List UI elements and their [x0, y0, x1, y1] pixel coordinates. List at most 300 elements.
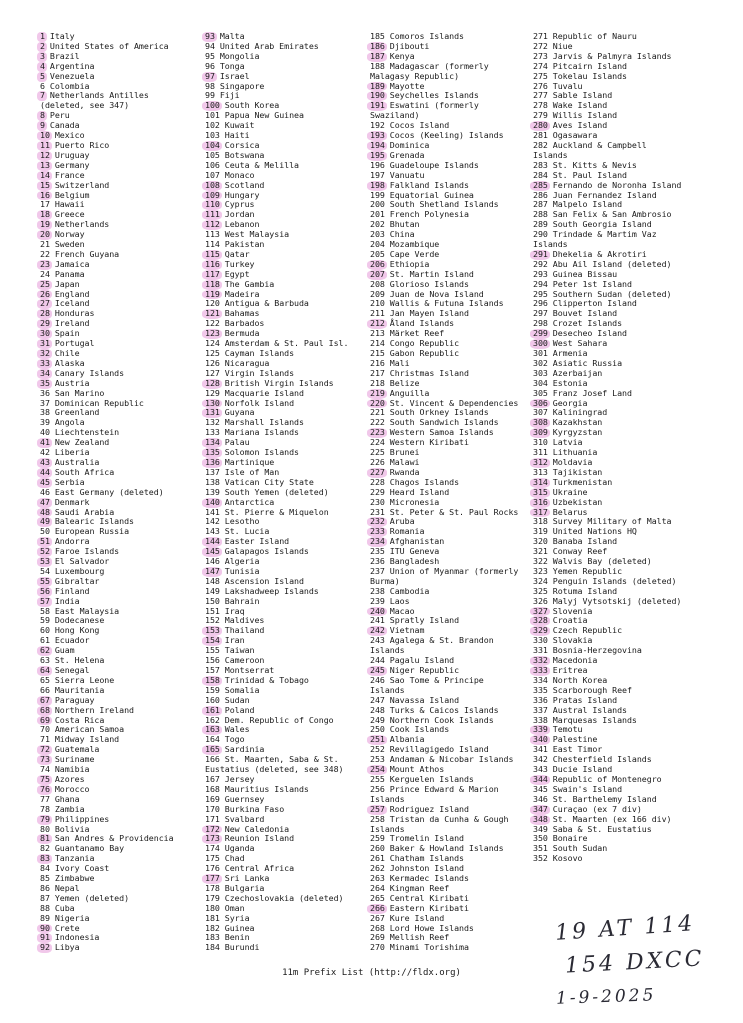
country-name: Ogasawara	[552, 130, 598, 141]
prefix-number: 235	[370, 546, 385, 557]
country-name: French Polynesia	[389, 209, 469, 220]
country-name: Mount Athos	[389, 764, 445, 775]
country-name: Tonga	[219, 60, 245, 71]
country-name: Guatemala	[54, 744, 100, 755]
country-name: Grenada	[389, 149, 425, 160]
prefix-number: 170	[205, 803, 220, 814]
country-name: Sweden	[54, 239, 85, 250]
highlighted-prefix-number: 55	[40, 575, 50, 586]
highlighted-prefix-number: 9	[40, 120, 45, 131]
highlighted-prefix-number: 33	[40, 357, 50, 368]
country-name: Juan Fernandez Island	[552, 189, 657, 200]
highlighted-prefix-number: 332	[533, 655, 548, 666]
country-name: Thailand	[224, 625, 265, 636]
highlighted-prefix-number: 90	[40, 922, 50, 933]
highlighted-prefix-number: 173	[205, 833, 220, 844]
country-name: Western Samoa Islands	[389, 427, 494, 438]
country-name: Sardinia	[224, 744, 265, 755]
prefix-number: 71	[40, 734, 50, 745]
country-name: Azores	[54, 773, 85, 784]
prefix-number: 225	[370, 447, 385, 458]
prefix-number: 272	[533, 40, 548, 51]
country-name: Bonaire	[552, 833, 588, 844]
country-name: Venezuela	[49, 70, 95, 81]
country-name: Kuwait	[224, 120, 255, 131]
highlighted-prefix-number: 79	[40, 813, 50, 824]
highlighted-prefix-number: 266	[370, 902, 385, 913]
prefix-number: 199	[370, 189, 385, 200]
country-name: Tuvalu	[552, 80, 583, 91]
prefix-number: 46	[40, 486, 50, 497]
continuation-text: Swaziland)	[370, 110, 420, 121]
prefix-number: 203	[370, 229, 385, 240]
country-name: Kyrgyzstan	[552, 427, 603, 438]
country-name: Liechtenstein	[54, 427, 120, 438]
highlighted-prefix-number: 48	[40, 506, 50, 517]
country-name: San Marino	[54, 387, 105, 398]
handwritten-note-line-3: 1-9-2025	[555, 985, 657, 1009]
country-name: Ireland	[54, 318, 90, 329]
country-name: Uganda	[224, 843, 255, 854]
country-name: Uzbekistan	[552, 496, 603, 507]
highlighted-prefix-number: 76	[40, 783, 50, 794]
highlighted-prefix-number: 69	[40, 714, 50, 725]
highlighted-prefix-number: 8	[40, 110, 45, 121]
prefix-number: 66	[40, 684, 50, 695]
country-name: Zimbabwe	[54, 873, 95, 884]
country-name: Iceland	[54, 298, 90, 309]
country-name: Mariana Islands	[224, 427, 299, 438]
continuation-text: Eustatius (deleted, see 348)	[205, 764, 344, 775]
country-name: Svalbard	[224, 813, 265, 824]
prefix-number: 37	[40, 397, 50, 408]
prefix-number: 205	[370, 248, 385, 259]
country-name: Guam	[54, 645, 75, 656]
prefix-number: 326	[533, 595, 548, 606]
prefix-number: 74	[40, 764, 50, 775]
country-name: Albania	[389, 734, 425, 745]
country-name: Lesotho	[224, 516, 260, 527]
highlighted-prefix-number: 280	[533, 120, 548, 131]
prefix-number: 276	[533, 80, 548, 91]
country-name: Dem. Republic of Congo	[224, 714, 334, 725]
prefix-number: 342	[533, 754, 548, 765]
prefix-number: 157	[205, 665, 220, 675]
highlighted-prefix-number: 91	[40, 932, 50, 943]
country-name: Peru	[49, 110, 70, 121]
highlighted-prefix-number: 121	[205, 308, 220, 319]
prefix-number: 107	[205, 169, 220, 180]
country-name: St. Helena	[54, 655, 105, 666]
prefix-number: 169	[205, 793, 220, 804]
country-name: Dominican Republic	[54, 397, 144, 408]
country-name: Angola	[54, 417, 85, 428]
country-name: Macquarie Island	[224, 387, 304, 398]
highlighted-prefix-number: 81	[40, 833, 50, 844]
prefix-number: 120	[205, 298, 220, 309]
country-name: Bahrain	[224, 595, 260, 606]
country-name: St. Paul Island	[552, 169, 627, 180]
country-name: Kenya	[389, 50, 415, 61]
highlighted-prefix-number: 49	[40, 516, 50, 527]
highlighted-prefix-number: 104	[205, 139, 220, 150]
prefix-number: 122	[205, 318, 220, 329]
prefix-number: 59	[40, 615, 50, 626]
prefix-number: 204	[370, 239, 385, 250]
country-name: Costa Rica	[54, 714, 105, 725]
prefix-number: 96	[205, 60, 215, 71]
country-name: Algeria	[224, 556, 260, 567]
country-name: Austral Islands	[552, 704, 627, 715]
country-name: St. Maarten, Saba & St.	[224, 754, 339, 765]
prefix-number: 202	[370, 219, 385, 230]
prefix-number: 77	[40, 793, 50, 804]
highlighted-prefix-number: 308	[533, 417, 548, 428]
prefix-number: 38	[40, 407, 50, 418]
prefix-number: 129	[205, 387, 220, 398]
highlighted-prefix-number: 312	[533, 456, 548, 467]
country-name: Pitcairn Island	[552, 60, 627, 71]
highlighted-prefix-number: 2	[40, 40, 45, 51]
highlighted-prefix-number: 112	[205, 219, 220, 230]
highlighted-prefix-number: 41	[40, 437, 50, 448]
country-name: Sable Island	[552, 90, 613, 101]
prefix-number: 22	[40, 248, 50, 259]
prefix-number: 42	[40, 447, 50, 458]
country-name: Vatican City State	[224, 476, 314, 487]
country-name: St. Lucia	[224, 526, 270, 537]
prefix-number: 21	[40, 239, 50, 250]
highlighted-prefix-number: 193	[370, 130, 385, 141]
country-name: Fiji	[219, 90, 240, 101]
prefix-number: 125	[205, 348, 220, 358]
prefix-number: 239	[370, 595, 385, 606]
prefix-number: 261	[370, 853, 385, 864]
country-name: Madagascar (formerly	[389, 60, 489, 71]
prefix-number: 105	[205, 149, 220, 160]
country-name: Portugal	[54, 338, 95, 349]
country-name: Sri Lanka	[224, 873, 270, 884]
prefix-number: 331	[533, 645, 548, 656]
prefix-number: 164	[205, 734, 220, 745]
prefix-number: 256	[370, 783, 385, 794]
country-name: Martinique	[224, 456, 275, 467]
prefix-number: 208	[370, 278, 385, 289]
prefix-number: 133	[205, 427, 220, 438]
country-name: Morocco	[54, 783, 90, 794]
highlighted-prefix-number: 28	[40, 308, 50, 319]
highlighted-prefix-number: 187	[370, 50, 385, 61]
country-name: Jersey	[224, 773, 255, 784]
continuation-text: Islands	[533, 239, 568, 250]
list-item	[40, 943, 212, 953]
country-name: South Shetland Islands	[389, 199, 499, 210]
country-name: Virgin Islands	[224, 367, 295, 378]
country-name: Belize	[389, 377, 420, 388]
prefix-number: 148	[205, 575, 220, 586]
country-name: Denmark	[54, 496, 90, 507]
country-name: Liberia	[54, 447, 90, 458]
highlighted-prefix-number: 291	[533, 248, 548, 259]
country-name: Cocos Island	[389, 120, 450, 131]
country-name: Laos	[389, 595, 410, 606]
country-name: Prince Edward & Marion	[389, 783, 499, 794]
highlighted-prefix-number: 314	[533, 476, 548, 487]
prefix-number: 156	[205, 655, 220, 666]
highlighted-prefix-number: 153	[205, 625, 220, 636]
country-name: Åland Islands	[389, 318, 455, 329]
country-name: Latvia	[552, 437, 583, 448]
country-name: Abu Ail Island (deleted)	[552, 258, 672, 269]
country-name: Kazakhstan	[552, 417, 603, 428]
country-name: India	[54, 595, 80, 606]
country-name: Nicaragua	[224, 357, 270, 368]
country-name: Bulgaria	[224, 882, 265, 893]
country-name: Corsica	[224, 139, 260, 150]
highlighted-prefix-number: 67	[40, 694, 50, 705]
country-name: Estonia	[552, 377, 588, 388]
highlighted-prefix-number: 136	[205, 456, 220, 467]
country-name: The Gambia	[224, 278, 275, 289]
country-name: Djibouti	[389, 40, 430, 51]
country-name: Palestine	[552, 734, 598, 745]
country-name: Colombia	[49, 80, 90, 91]
country-name: South Georgia Island	[552, 219, 652, 230]
country-name: Solomon Islands	[224, 447, 299, 458]
prefix-number: 182	[205, 922, 220, 933]
country-name: Andaman & Nicobar Islands	[389, 754, 514, 765]
country-name: Willis Island	[552, 110, 618, 121]
country-name: Pakistan	[224, 239, 265, 250]
country-name: Oman	[224, 902, 245, 913]
prefix-number: 40	[40, 427, 50, 438]
country-name: French Guyana	[54, 248, 120, 259]
prefix-number: 320	[533, 536, 548, 547]
prefix-number: 226	[370, 456, 385, 467]
prefix-number: 283	[533, 159, 548, 170]
prefix-number: 180	[205, 902, 220, 913]
country-name: St. Peter & St. Paul Rocks	[389, 506, 519, 517]
country-name: Trinidad & Tobago	[224, 674, 309, 685]
country-name: Union of Myanmar (formerly	[389, 565, 519, 576]
country-name: South Sudan	[552, 843, 608, 854]
highlighted-prefix-number: 165	[205, 744, 220, 755]
country-name: United Arab Emirates	[219, 40, 319, 51]
country-name: United Nations HQ	[552, 526, 637, 537]
country-name: Temotu	[552, 724, 583, 735]
highlighted-prefix-number: 158	[205, 674, 220, 685]
prefix-number: 196	[370, 159, 385, 170]
prefix-number: 211	[370, 308, 385, 319]
country-name: Galapagos Islands	[224, 546, 309, 557]
country-name: Honduras	[54, 308, 95, 319]
country-name: Canary Islands	[54, 367, 125, 378]
highlighted-prefix-number: 145	[205, 546, 220, 557]
country-name: Survey Military of Malta	[552, 516, 672, 527]
country-name: Heard Island	[389, 486, 450, 497]
country-name: South Sandwich Islands	[389, 417, 499, 428]
prefix-number: 338	[533, 714, 548, 725]
prefix-number: 6	[40, 80, 45, 91]
country-name: Conway Reef	[552, 546, 608, 557]
prefix-number: 337	[533, 704, 548, 715]
highlighted-prefix-number: 27	[40, 298, 50, 309]
prefix-number: 336	[533, 694, 548, 705]
highlighted-prefix-number: 18	[40, 209, 50, 220]
prefix-number: 249	[370, 714, 385, 725]
country-name: Cape Verde	[389, 248, 440, 259]
prefix-number: 63	[40, 655, 50, 666]
prefix-number: 345	[533, 783, 548, 794]
highlighted-prefix-number: 110	[205, 199, 220, 210]
prefix-number: 80	[40, 823, 50, 834]
country-name: Western Kiribati	[389, 437, 469, 448]
country-name: Rwanda	[389, 466, 420, 477]
country-name: Aves Island	[552, 120, 608, 131]
country-name: Canada	[49, 120, 80, 131]
country-name: Pratas Island	[552, 694, 618, 705]
prefix-number: 231	[370, 506, 385, 517]
country-name: Haiti	[224, 130, 250, 141]
highlighted-prefix-number: 144	[205, 536, 220, 547]
highlighted-prefix-number: 163	[205, 724, 220, 735]
highlighted-prefix-number: 329	[533, 625, 548, 636]
prefix-number: 184	[205, 942, 220, 953]
prefix-number: 224	[370, 437, 385, 448]
country-name: Guadeloupe Islands	[389, 159, 479, 170]
country-name: Nigeria	[54, 912, 90, 923]
prefix-number: 106	[205, 159, 220, 170]
prefix-number: 167	[205, 773, 220, 784]
highlighted-prefix-number: 161	[205, 704, 220, 715]
prefix-number: 98	[205, 80, 215, 91]
country-name: Israel	[219, 70, 250, 81]
country-name: Bhutan	[389, 219, 420, 230]
prefix-number: 201	[370, 209, 385, 220]
country-name: Botswana	[224, 149, 265, 160]
prefix-number: 263	[370, 873, 385, 884]
country-name: Bermuda	[224, 328, 260, 339]
prefix-number: 274	[533, 60, 548, 71]
highlighted-prefix-number: 186	[370, 40, 385, 51]
prefix-number: 113	[205, 229, 220, 240]
highlighted-prefix-number: 3	[40, 50, 45, 61]
country-name: Chesterfield Islands	[552, 754, 652, 765]
country-name: Balearic Islands	[54, 516, 134, 527]
country-name: Chile	[54, 348, 80, 358]
country-name: Marshall Islands	[224, 417, 304, 428]
prefix-number: 294	[533, 278, 548, 289]
highlighted-prefix-number: 223	[370, 427, 385, 438]
country-name: Mauritania	[54, 684, 105, 695]
prefix-number: 124	[205, 338, 220, 349]
country-name: Cocos (Keeling) Islands	[389, 130, 504, 141]
highlighted-prefix-number: 29	[40, 318, 50, 329]
country-name: Iran	[224, 635, 245, 646]
country-name: Switzerland	[54, 179, 110, 190]
country-name: Monaco	[224, 169, 255, 180]
prefix-number: 351	[533, 843, 548, 854]
country-name: Asiatic Russia	[552, 357, 623, 368]
country-name: Desecheo Island	[552, 328, 627, 339]
country-name: Norway	[54, 229, 85, 240]
prefix-number: 293	[533, 268, 548, 279]
prefix-number: 99	[205, 90, 215, 101]
prefix-number: 137	[205, 466, 220, 477]
highlighted-prefix-number: 130	[205, 397, 220, 408]
prefix-number: 209	[370, 288, 385, 299]
prefix-number: 213	[370, 328, 385, 339]
country-name: El Salvador	[54, 556, 110, 567]
highlighted-prefix-number: 189	[370, 80, 385, 91]
continuation-text: Islands	[370, 823, 405, 834]
country-name: Mayotte	[389, 80, 425, 91]
country-name: Greece	[54, 209, 85, 220]
prefix-number: 247	[370, 694, 385, 705]
country-name: Taiwan	[224, 645, 255, 656]
country-name: Afghanistan	[389, 536, 445, 547]
country-name: Rotuma Island	[552, 585, 618, 596]
highlighted-prefix-number: 64	[40, 665, 50, 675]
highlighted-prefix-number: 5	[40, 70, 45, 81]
country-name: Ascension Island	[224, 575, 304, 586]
country-name: Malta	[219, 31, 245, 41]
prefix-number: 289	[533, 219, 548, 230]
prefix-number: 246	[370, 674, 385, 685]
country-name: St. Kitts & Nevis	[552, 159, 637, 170]
country-name: Zambia	[54, 803, 85, 814]
country-name: Germany	[54, 159, 90, 170]
country-name: Czech Republic	[552, 625, 623, 636]
prefix-number: 214	[370, 338, 385, 349]
highlighted-prefix-number: 147	[205, 565, 220, 576]
continuation-text: Malagasy Republic)	[370, 70, 460, 81]
country-name: Panama	[54, 268, 85, 279]
prefix-number: 24	[40, 268, 50, 279]
country-name: Georgia	[552, 397, 588, 408]
continuation-text: Islands	[370, 645, 405, 656]
prefix-number: 288	[533, 209, 548, 220]
prefix-number: 61	[40, 635, 50, 646]
highlighted-prefix-number: 51	[40, 536, 50, 547]
country-name: Austria	[54, 377, 90, 388]
highlighted-prefix-number: 34	[40, 367, 50, 378]
country-name: Dodecanese	[54, 615, 105, 626]
prefix-number: 150	[205, 595, 220, 606]
prefix-number: 311	[533, 447, 548, 458]
country-name: Singapore	[219, 80, 265, 91]
country-name: England	[54, 288, 90, 299]
prefix-number: 95	[205, 50, 215, 61]
prefix-number: 244	[370, 655, 385, 666]
prefix-number: 159	[205, 684, 220, 695]
prefix-number: 39	[40, 417, 50, 428]
highlighted-prefix-number: 299	[533, 328, 548, 339]
continuation-text: (deleted, see 347)	[40, 100, 130, 111]
country-name: Spain	[54, 328, 80, 339]
country-name: Libya	[54, 942, 80, 953]
country-name: Australia	[54, 456, 100, 467]
prefix-number: 60	[40, 625, 50, 636]
country-name: Seychelles Islands	[389, 90, 479, 101]
country-name: Republic of Montenegro	[552, 773, 662, 784]
prefix-number: 265	[370, 892, 385, 903]
country-name: Iraq	[224, 605, 245, 616]
country-name: Mongolia	[219, 50, 260, 61]
prefix-number: 296	[533, 298, 548, 309]
country-name: Belgium	[54, 189, 90, 200]
country-name: South Yemen (deleted)	[224, 486, 329, 497]
